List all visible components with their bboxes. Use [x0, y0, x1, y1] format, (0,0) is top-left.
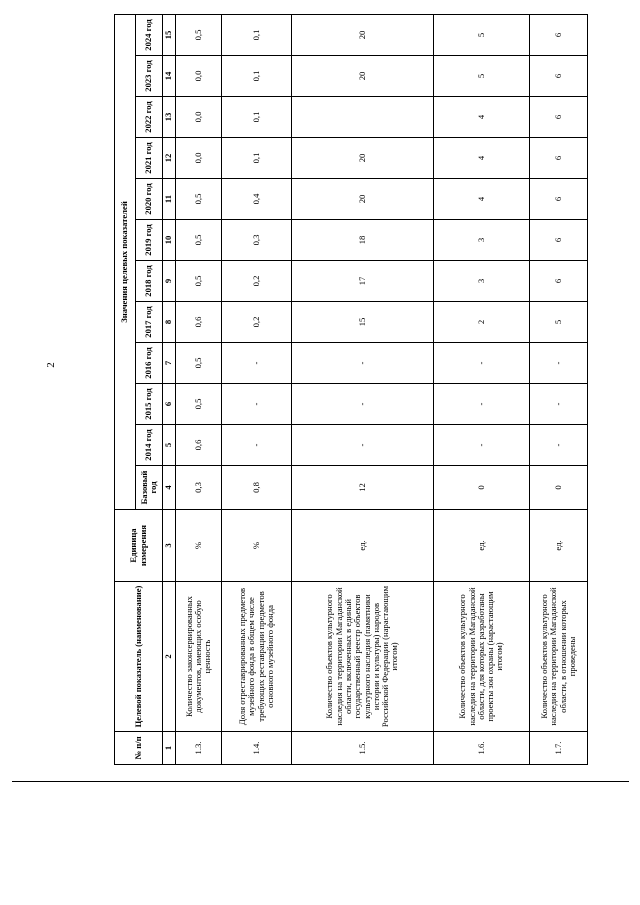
year-value: 5	[434, 14, 530, 55]
year-value: -	[222, 425, 292, 466]
year-value: 4	[434, 97, 530, 138]
indicator-name: Количество объектов культурного наследия на территории Магаданской области, в отношении которых проведены	[530, 582, 588, 732]
page-number: 2	[45, 362, 57, 368]
row-number: 1.4.	[222, 732, 292, 765]
year-value: 0,5	[176, 261, 222, 302]
column-number: 4	[163, 466, 176, 510]
year-value: -	[434, 425, 530, 466]
header-unit: Единица измерения	[115, 510, 163, 582]
base-value: 12	[292, 466, 434, 510]
year-value: 0,2	[222, 302, 292, 343]
header-no: № п/п	[115, 732, 163, 765]
year-value: 3	[434, 261, 530, 302]
row-number: 1.7.	[530, 732, 588, 765]
indicator-name: Доля отреставрированных предметов музейного фонда в общем числе требующих реставрации предметов основного музейного фонда	[222, 582, 292, 732]
column-number: 2	[163, 582, 176, 732]
table-row	[292, 14, 434, 764]
table-row	[530, 14, 588, 764]
row-number: 1.3.	[176, 732, 222, 765]
year-value: 0,1	[222, 14, 292, 55]
table-row	[176, 14, 222, 764]
header-year: 2022 год	[136, 97, 163, 138]
header-indicator: Целевой показатель (наименование)	[115, 582, 163, 732]
year-value: 0,5	[176, 14, 222, 55]
column-number: 7	[163, 343, 176, 384]
year-value: -	[292, 343, 434, 384]
column-number: 9	[163, 261, 176, 302]
year-value: 20	[292, 14, 434, 55]
year-value: -	[530, 384, 588, 425]
year-value: 0,5	[176, 343, 222, 384]
base-value: 0,3	[176, 466, 222, 510]
year-value: -	[530, 343, 588, 384]
year-value: 6	[530, 220, 588, 261]
year-value: 0,1	[222, 97, 292, 138]
column-number: 8	[163, 302, 176, 343]
header-row-top	[115, 14, 136, 764]
unit-cell: %	[222, 510, 292, 582]
header-year: 2016 год	[136, 343, 163, 384]
year-value: 20	[292, 179, 434, 220]
base-value: 0,8	[222, 466, 292, 510]
column-number: 11	[163, 179, 176, 220]
header-year: 2019 год	[136, 220, 163, 261]
column-number: 6	[163, 384, 176, 425]
year-value: 0,5	[176, 220, 222, 261]
indicator-name: Количество законсервированных документов, имеющих особую ценность	[176, 582, 222, 732]
column-number: 5	[163, 425, 176, 466]
row-number: 1.5.	[292, 732, 434, 765]
header-values-group: Значения целевых показателей	[115, 14, 136, 509]
year-value: 0,0	[176, 56, 222, 97]
year-value: 0,2	[222, 261, 292, 302]
year-value: 0,0	[176, 97, 222, 138]
column-number: 10	[163, 220, 176, 261]
unit-cell: ед.	[434, 510, 530, 582]
rotated-table-container	[114, 15, 577, 765]
column-number: 3	[163, 510, 176, 582]
header-year: 2014 год	[136, 425, 163, 466]
year-value: 6	[530, 97, 588, 138]
year-value: -	[222, 343, 292, 384]
year-value: 18	[292, 220, 434, 261]
year-value: 2	[434, 302, 530, 343]
header-year: 2017 год	[136, 302, 163, 343]
year-value: 0,1	[222, 138, 292, 179]
indicator-name: Количество объектов культурного наследия на территории Магаданской области, для которых разработаны проекты зон охраны (нарастающим итогом)	[434, 582, 530, 732]
year-value: 0,6	[176, 302, 222, 343]
header-year: 2024 год	[136, 14, 163, 55]
year-value	[292, 97, 434, 138]
target-indicators-table	[114, 14, 588, 765]
base-value: 0	[530, 466, 588, 510]
unit-cell: ед.	[292, 510, 434, 582]
column-number: 12	[163, 138, 176, 179]
year-value: 0,6	[176, 425, 222, 466]
table-row	[222, 14, 292, 764]
year-value: 5	[530, 302, 588, 343]
year-value: -	[434, 384, 530, 425]
header-year: 2023 год	[136, 56, 163, 97]
column-number-row	[163, 14, 176, 764]
column-number: 1	[163, 732, 176, 765]
year-value: 6	[530, 179, 588, 220]
header-base-year: Базовый год	[136, 466, 163, 510]
year-value: -	[292, 384, 434, 425]
year-value: -	[292, 425, 434, 466]
column-number: 13	[163, 97, 176, 138]
header-year: 2015 год	[136, 384, 163, 425]
year-value: 3	[434, 220, 530, 261]
year-value: 20	[292, 138, 434, 179]
unit-cell: ед.	[530, 510, 588, 582]
year-value: 6	[530, 56, 588, 97]
base-value: 0	[434, 466, 530, 510]
year-value: 6	[530, 14, 588, 55]
year-value: 4	[434, 138, 530, 179]
year-value: 4	[434, 179, 530, 220]
year-value: -	[530, 425, 588, 466]
unit-cell: %	[176, 510, 222, 582]
year-value: 6	[530, 138, 588, 179]
year-value: -	[434, 343, 530, 384]
row-number: 1.6.	[434, 732, 530, 765]
year-value: 5	[434, 56, 530, 97]
year-value: 0,4	[222, 179, 292, 220]
column-number: 14	[163, 56, 176, 97]
year-value: 0,3	[222, 220, 292, 261]
table-row	[434, 14, 530, 764]
indicator-name: Количество объектов культурного наследия на территории Магаданской области, включенных в единый государственный реестр объектов культурного наследия (памятники истории и культуры) народов Российской Федерации (нарастающим итогом)	[292, 582, 434, 732]
year-value: 6	[530, 261, 588, 302]
year-value: -	[222, 384, 292, 425]
year-value: 0,1	[222, 56, 292, 97]
header-year: 2021 год	[136, 138, 163, 179]
header-year: 2020 год	[136, 179, 163, 220]
year-value: 20	[292, 56, 434, 97]
header-year: 2018 год	[136, 261, 163, 302]
column-number: 15	[163, 14, 176, 55]
year-value: 17	[292, 261, 434, 302]
year-value: 0,0	[176, 138, 222, 179]
year-value: 0,5	[176, 179, 222, 220]
year-value: 15	[292, 302, 434, 343]
horizontal-rule	[12, 781, 629, 782]
year-value: 0,5	[176, 384, 222, 425]
